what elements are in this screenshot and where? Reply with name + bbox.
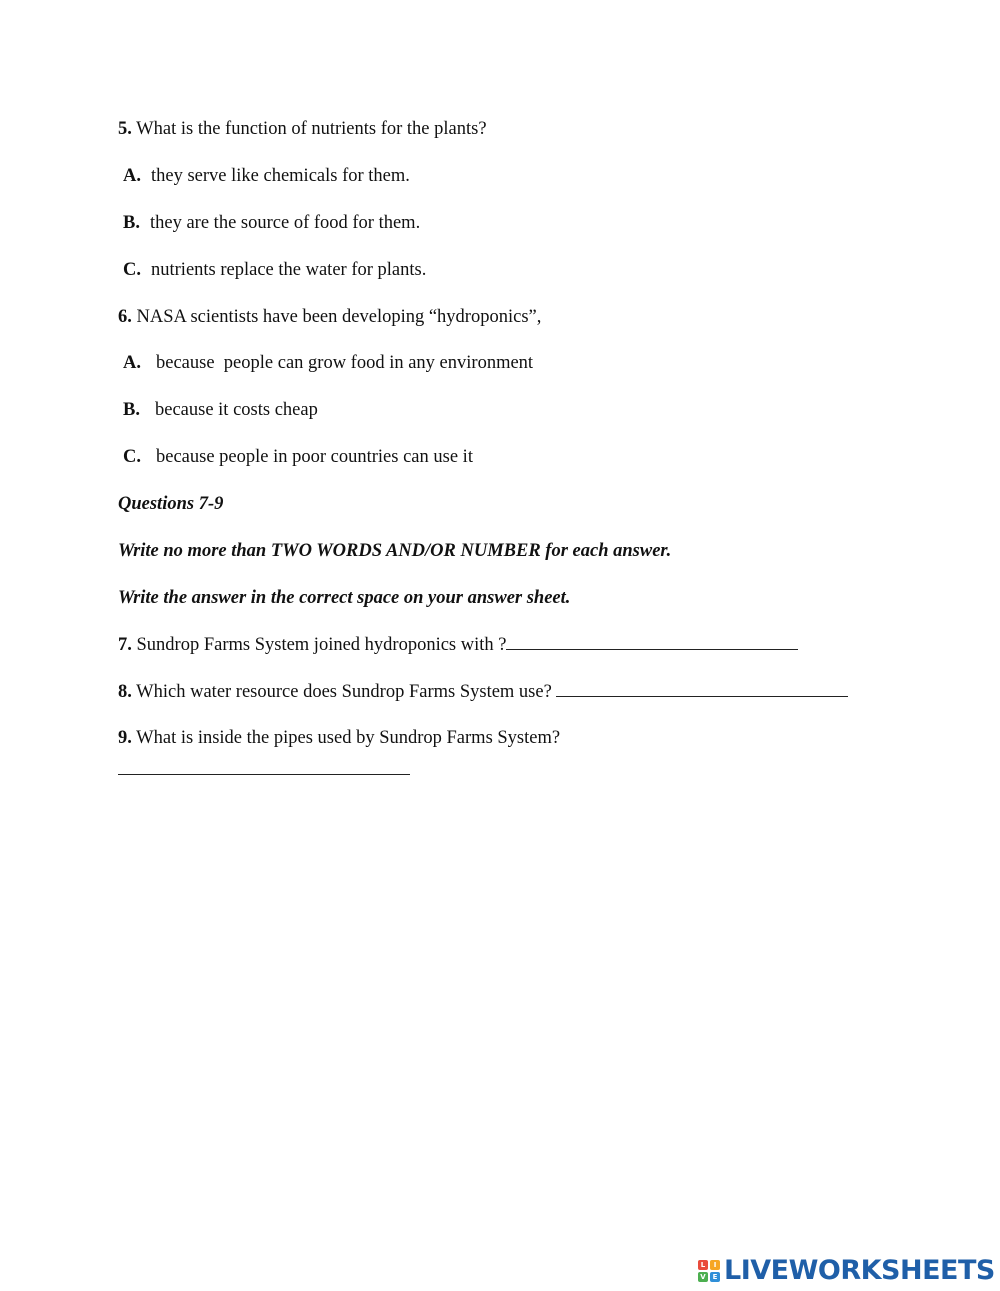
option-text: nutrients replace the water for plants. [151, 260, 427, 280]
logo-tile-e: E [710, 1272, 720, 1282]
section-instruction-2: Write the answer in the correct space on your answer sheet. [118, 588, 571, 608]
question-number: 6. [118, 307, 132, 327]
answer-blank-7[interactable] [506, 633, 798, 650]
logo-tile-l: L [698, 1260, 708, 1270]
liveworksheets-logo-text: LIVEWORKSHEETS [724, 1255, 995, 1286]
question-text: Which water resource does Sundrop Farms System use? [131, 682, 557, 702]
q5-option-a [123, 165, 410, 187]
option-text: they serve like chemicals for them. [151, 166, 410, 186]
question-6 [118, 306, 541, 328]
question-number: 5. [118, 119, 132, 139]
option-text: because it costs cheap [155, 400, 318, 420]
question-number: 9. [118, 728, 132, 748]
q6-option-b [123, 399, 318, 421]
question-text: NASA scientists have been developing “hydroponics”, [131, 307, 542, 327]
question-text: Sundrop Farms System joined hydroponics with ? [131, 635, 507, 655]
liveworksheets-logo-icon [698, 1260, 720, 1282]
option-letter: B. [123, 400, 140, 420]
option-letter: A. [123, 353, 141, 373]
option-letter: C. [123, 447, 141, 467]
option-letter: C. [123, 260, 141, 280]
logo-tile-i: I [710, 1260, 720, 1270]
q5-option-b [123, 212, 420, 234]
answer-blank-8[interactable] [556, 680, 848, 697]
question-text: What is the function of nutrients for the plants? [131, 119, 487, 139]
section-instruction-1: Write no more than TWO WORDS AND/OR NUMBER for each answer. [118, 541, 672, 561]
question-number: 7. [118, 635, 132, 655]
logo-tile-v: V [698, 1272, 708, 1282]
section-heading: Questions 7-9 [118, 494, 224, 514]
q5-option-c [123, 259, 426, 281]
q6-option-a [123, 352, 533, 374]
question-7 [118, 633, 798, 656]
question-number: 8. [118, 682, 132, 702]
question-8 [118, 680, 848, 703]
question-text: What is inside the pipes used by Sundrop Farms System? [131, 728, 561, 748]
question-5 [118, 118, 487, 140]
option-letter: A. [123, 166, 141, 186]
q6-option-c [123, 446, 473, 468]
option-text: because people in poor countries can use it [156, 447, 473, 467]
answer-blank-9[interactable] [118, 758, 410, 775]
liveworksheets-logo [698, 1256, 995, 1286]
answer-line-9 [118, 758, 410, 781]
question-9 [118, 727, 560, 749]
option-letter: B. [123, 213, 140, 233]
option-text: because people can grow food in any environment [156, 353, 534, 373]
option-text: they are the source of food for them. [150, 213, 421, 233]
